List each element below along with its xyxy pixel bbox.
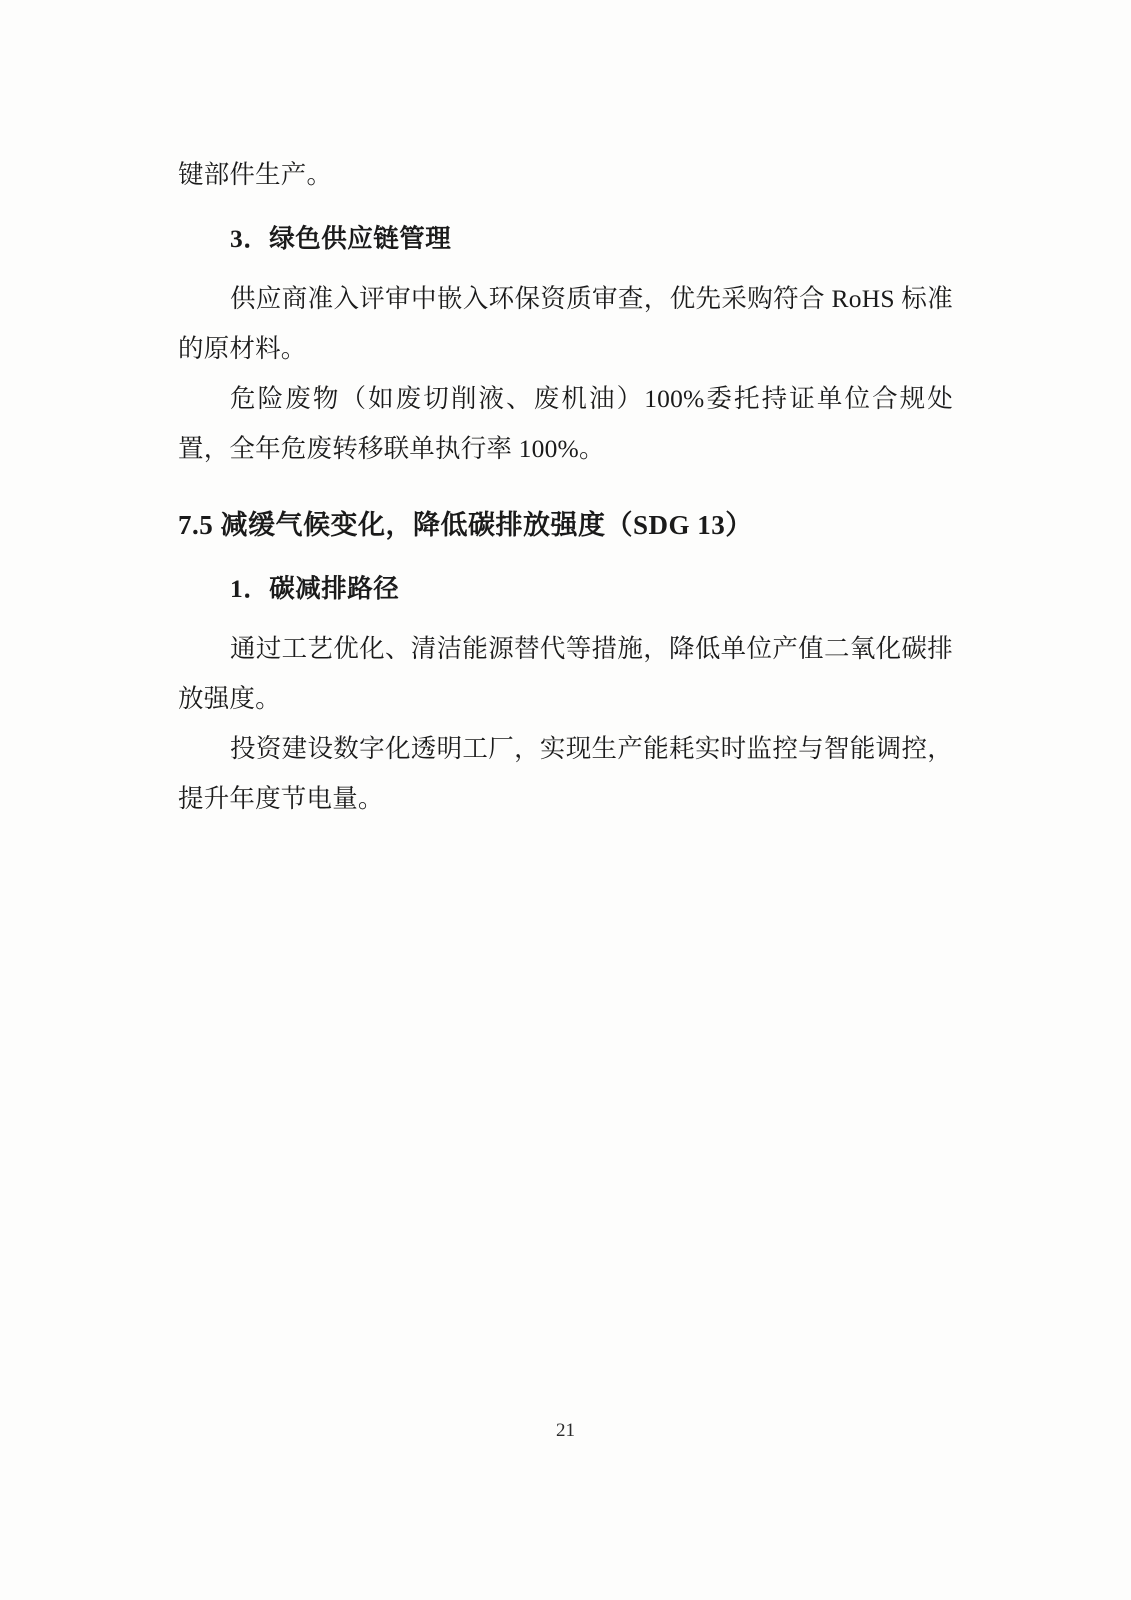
paragraph-digital-factory: 投资建设数字化透明工厂，实现生产能耗实时监控与智能调控，提升年度节电量。 bbox=[178, 734, 953, 813]
sub-heading-green-supply-chain: 3．绿色供应链管理 bbox=[230, 224, 452, 253]
paragraph-continuation: 键部件生产。 bbox=[178, 160, 333, 189]
paragraph-process-optimization: 通过工艺优化、清洁能源替代等措施，降低单位产值二氧化碳排放强度。 bbox=[178, 634, 953, 713]
section-heading-7-5: 7.5 减缓气候变化，降低碳排放强度（SDG 13） bbox=[178, 510, 753, 540]
paragraph-supplier-review: 供应商准入评审中嵌入环保资质审查，优先采购符合 RoHS 标准的原材料。 bbox=[178, 284, 953, 363]
page-number: 21 bbox=[556, 1420, 575, 1441]
paragraph-hazardous-waste: 危险废物（如废切削液、废机油）100%委托持证单位合规处置，全年危废转移联单执行率 100%。 bbox=[178, 384, 953, 463]
sub-heading-carbon-reduction-path: 1．碳减排路径 bbox=[230, 574, 400, 603]
document-body bbox=[178, 150, 953, 824]
